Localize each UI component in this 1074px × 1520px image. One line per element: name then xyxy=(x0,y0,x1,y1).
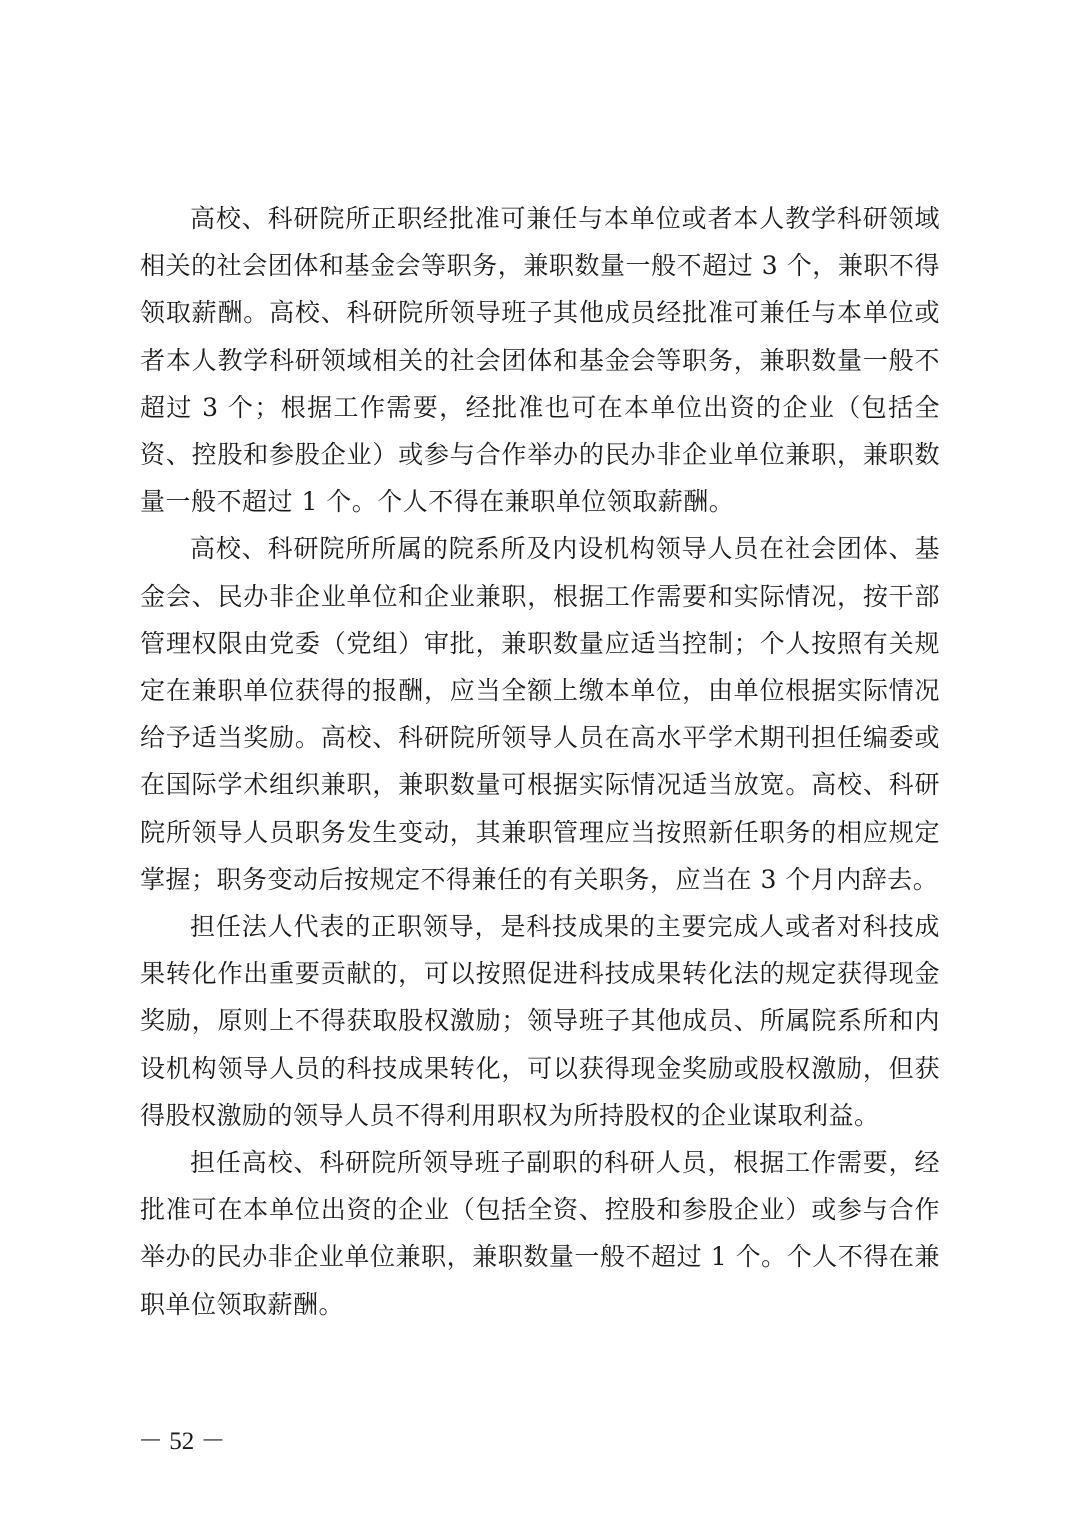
page-number: － 52 － xyxy=(138,1428,226,1455)
paragraph-3: 担任法人代表的正职领导，是科技成果的主要完成人或者对科技成果转化作出重要贡献的，可以按照促进科技成果转化法的规定获得现金奖励，原则上不得获取股权激励；领导班子其他成员、所属院系所和内设机构领导人员的科技成果转化，可以获得现金奖励或股权激励，但获得股权激励的领导人员不得利用职权为所持股权的企业谋取利益。 xyxy=(140,912,940,1130)
document-body xyxy=(140,195,940,1328)
paragraph-4: 担任高校、科研院所领导班子副职的科研人员，根据工作需要，经批准可在本单位出资的企业（包括全资、控股和参股企业）或参与合作举办的民办非企业单位兼职，兼职数量一般不超过 1 个。个人不得在兼职单位领取薪酬。 xyxy=(140,1148,940,1319)
paragraph-1: 高校、科研院所正职经批准可兼任与本单位或者本人教学科研领域相关的社会团体和基金会等职务，兼职数量一般不超过 3 个，兼职不得领取薪酬。高校、科研院所领导班子其他成员经批准可兼任与本单位或者本人教学科研领域相关的社会团体和基金会等职务，兼职数量一般不超过 3 个；根据工作需要，经批准也可在本单位出资的企业（包括全资、控股和参股企业）或参与合作举办的民办非企业单位兼职，兼职数量一般不超过 1 个。个人不得在兼职单位领取薪酬。 xyxy=(140,204,940,517)
paragraph-2: 高校、科研院所所属的院系所及内设机构领导人员在社会团体、基金会、民办非企业单位和企业兼职，根据工作需要和实际情况，按干部管理权限由党委（党组）审批，兼职数量应适当控制；个人按照有关规定在兼职单位获得的报酬，应当全额上缴本单位，由单位根据实际情况给予适当奖励。高校、科研院所领导人员在高水平学术期刊担任编委或在国际学术组织兼职，兼职数量可根据实际情况适当放宽。高校、科研院所领导人员职务发生变动，其兼职管理应当按照新任职务的相应规定掌握；职务变动后按规定不得兼任的有关职务，应当在 3 个月内辞去。 xyxy=(140,534,940,894)
